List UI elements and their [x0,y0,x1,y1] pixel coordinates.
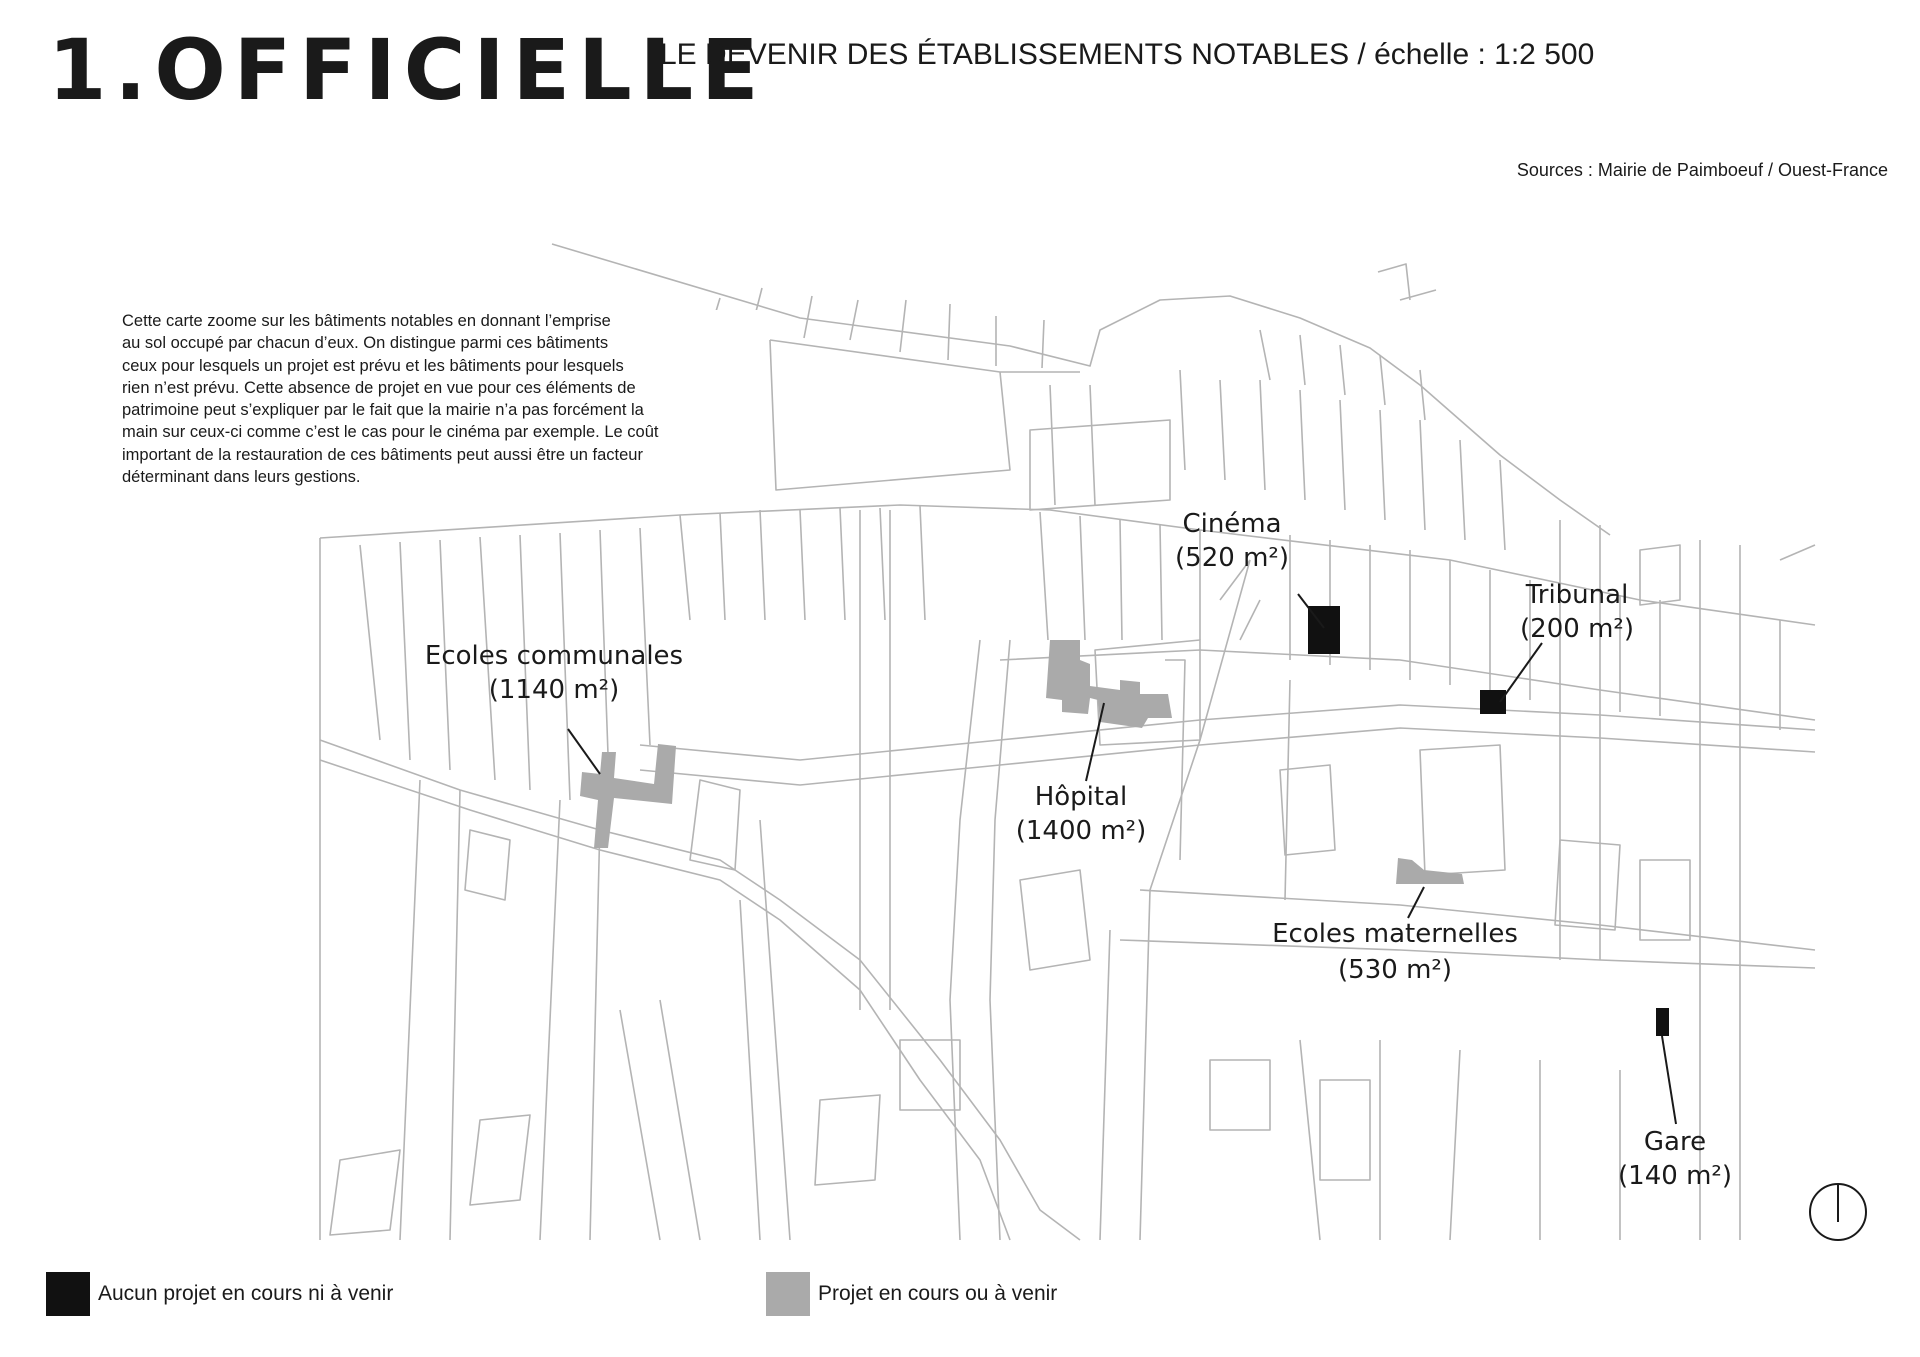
label-ecoles-communales-name: Ecoles communales [424,641,684,671]
tribunal-footprint [1480,690,1506,714]
hopital-footprint [1046,640,1172,728]
label-cinema-area: (520 m²) [1175,543,1289,573]
label-ecoles-communales-area: (1140 m²) [488,675,620,705]
label-gare-name: Gare [1643,1127,1707,1157]
legend-no-project [46,1272,393,1316]
label-hopital-area: (1400 m²) [1015,816,1147,846]
gare-footprint [1656,1008,1669,1036]
label-tribunal-name: Tribunal [1525,580,1629,610]
legend-swatch-black [46,1272,90,1316]
label-cinema-name: Cinéma [1182,509,1282,539]
building-labels [425,509,1732,1191]
label-ecoles-maternelles-area: (530 m²) [1338,955,1452,985]
legend-label-project: Projet en cours ou à venir [818,1282,1058,1305]
ecoles-maternelles-footprint [1396,858,1464,884]
leader-lines [568,594,1676,1124]
page-title: 1.OFFICIELLE [48,21,767,119]
label-hopital-name: Hôpital [1034,782,1128,812]
label-tribunal-area: (200 m²) [1520,614,1634,644]
intro-paragraph: Cette carte zoome sur les bâtiments notables en donnant l’emprise au sol occupé par chacun d’eux. On distingue parmi ces bâtiments ceux pour lesquels un projet est prévu et les bâtiments pour lesquels rien n’est prévu. Cette absence de projet en vue pour ces éléments de patrimoine peut s’expliquer par le fait que la mairie n’a pas forcément la main sur ceux-ci comme c’est le cas pour le cinéma par exemple. Le coût important de la restauration de ces bâtiments peut aussi être un facteur déterminant dans leurs gestions. [122,310,762,488]
north-arrow-icon [1810,1184,1866,1240]
legend-project [766,1272,1057,1316]
ecoles-communales-footprint [580,744,676,848]
legend-label-no-project: Aucun projet en cours ni à venir [98,1282,394,1305]
label-gare-area: (140 m²) [1618,1161,1732,1191]
legend-swatch-grey [766,1272,810,1316]
map-subtitle: LE DEVENIR DES ÉTABLISSEMENTS NOTABLES / échelle : 1:2 500 [660,38,1595,71]
sources-credit: Sources : Mairie de Paimboeuf / Ouest-France [1516,160,1888,180]
label-ecoles-maternelles-name: Ecoles maternelles [1272,919,1518,949]
